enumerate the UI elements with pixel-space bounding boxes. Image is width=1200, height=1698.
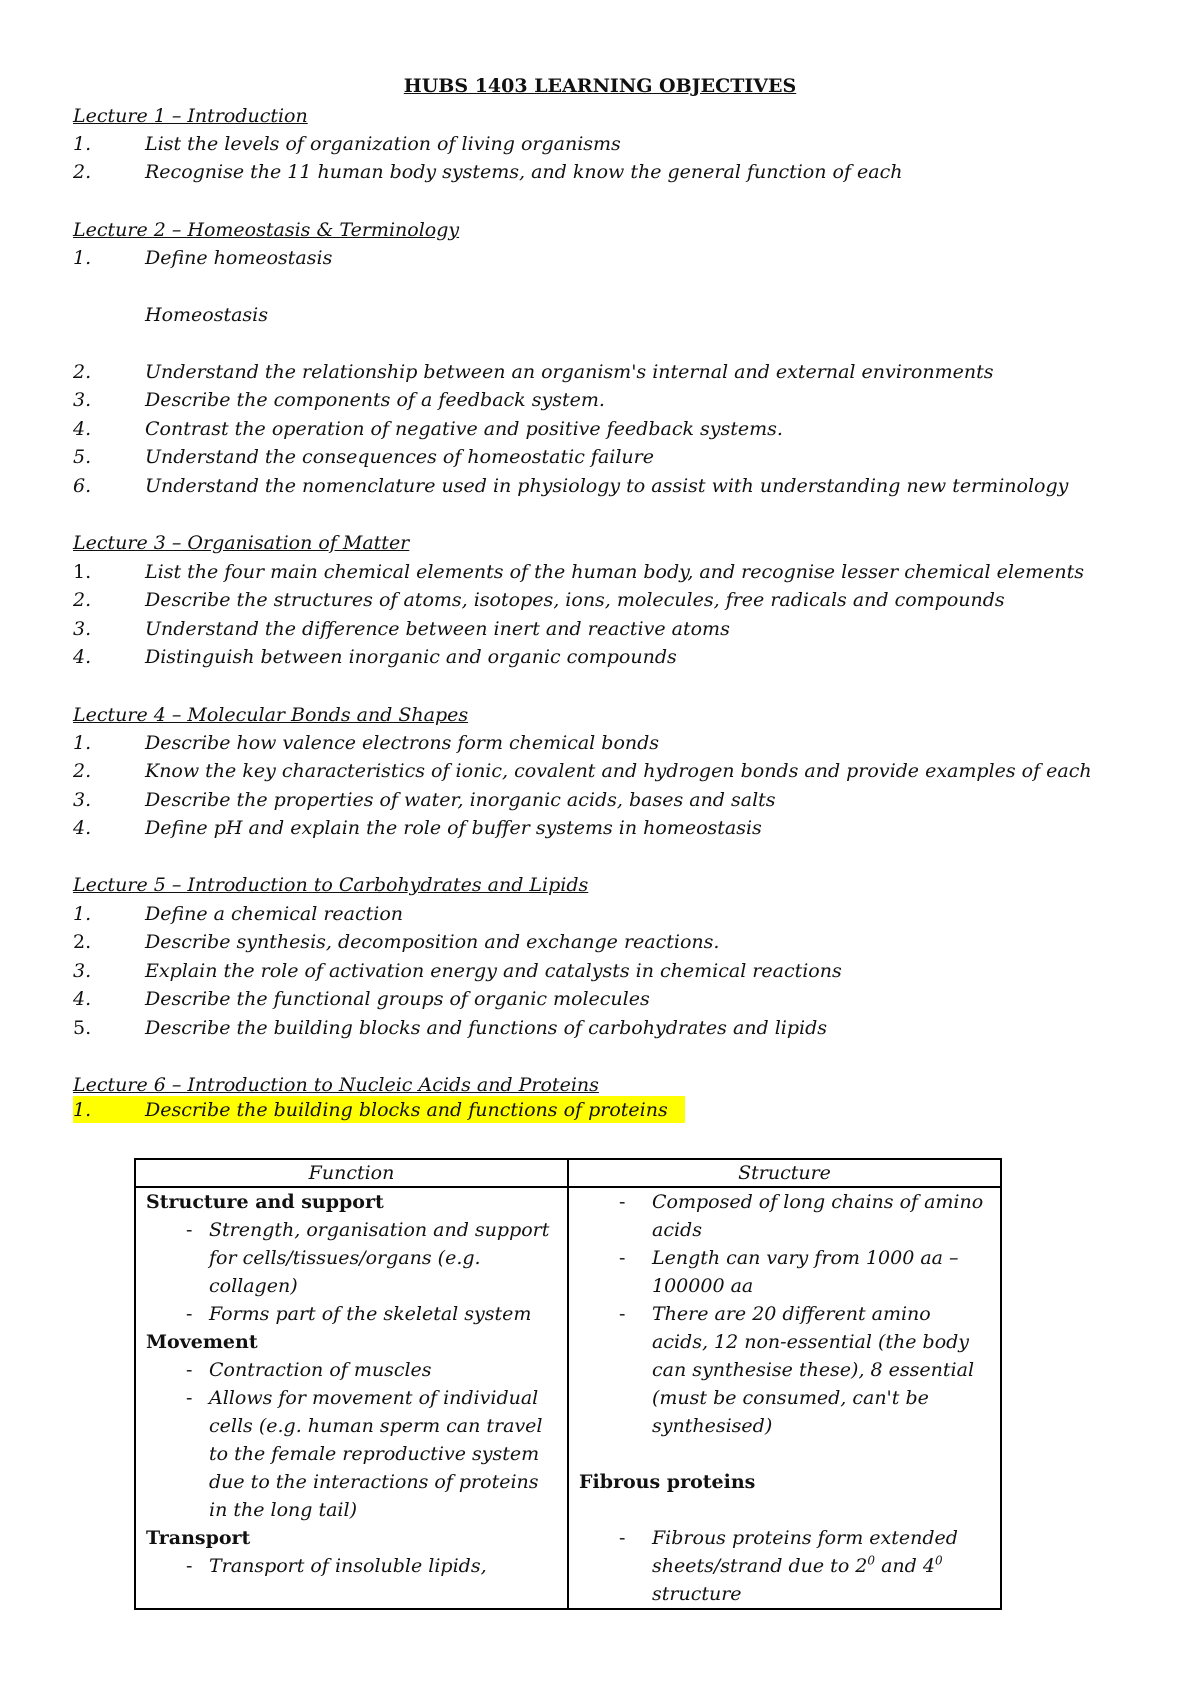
superscript: 0 [934, 1553, 943, 1568]
lecture-5-item-1-number: 1. [73, 903, 92, 925]
lecture-3-item-2: Describe the structures of atoms, isotopes, ions, molecules, free radicals and compounds [145, 589, 1005, 611]
lecture-2-item-2-number: 2. [73, 361, 92, 383]
transport-heading: Transport [146, 1527, 251, 1549]
lecture-1-item-1-number: 1. [73, 133, 92, 155]
lecture-5-item-2: Describe synthesis, decomposition and exchange reactions. [145, 931, 720, 953]
fibrous-text [652, 1527, 958, 1605]
structure-support-item-1: Strength, organisation and support for cells/tissues/organs (e.g. collagen) [209, 1219, 550, 1297]
lecture-3-item-1: List the four main chemical elements of the human body, and recognise lesser chemical elements [145, 561, 1085, 583]
dash-bullet: - [186, 1303, 193, 1325]
lecture-2-item-4-number: 4. [73, 418, 92, 440]
fibrous-text-mid: and 4 [875, 1555, 935, 1577]
table-header-row [135, 1159, 1001, 1187]
lecture-4-item-4: Define pH and explain the role of buffer systems in homeostasis [145, 817, 762, 839]
lecture-2-item-6: Understand the nomenclature used in physiology to assist with understanding new terminology [145, 475, 1069, 497]
movement-item-1: Contraction of muscles [209, 1359, 432, 1381]
lecture-6-item-1: Describe the building blocks and functions of proteins [145, 1099, 668, 1121]
dash-bullet: - [186, 1555, 193, 1577]
list-item [579, 1188, 990, 1244]
lecture-5-item-4: Describe the functional groups of organic molecules [145, 988, 650, 1010]
lecture-5-heading: Lecture 5 – Introduction to Carbohydrates and Lipids [73, 874, 589, 896]
lecture-4-item-3: Describe the properties of water, inorganic acids, bases and salts [145, 789, 776, 811]
lecture-3-item-4-number: 4. [73, 646, 92, 668]
lecture-1-item-2-number: 2. [73, 161, 92, 183]
list-item [146, 1356, 557, 1384]
list-item [579, 1300, 990, 1440]
lecture-2-item-5: Understand the consequences of homeostatic failure [145, 446, 654, 468]
lecture-6-heading: Lecture 6 – Introduction to Nucleic Acids and Proteins [73, 1074, 599, 1096]
structure-support-item-2: Forms part of the skeletal system [209, 1303, 532, 1325]
lecture-5-item-5: Describe the building blocks and functions of carbohydrates and lipids [145, 1017, 828, 1039]
structure-item-3: There are 20 different amino acids, 12 non-essential (the body can synthesise these), 8 essential (must be consumed, can't be synthesised) [652, 1303, 975, 1437]
lecture-2-item-3-number: 3. [73, 389, 92, 411]
structure-cell [568, 1187, 1001, 1609]
movement-item-2: Allows for movement of individual cells (e.g. human sperm can travel to the female reproductive system due to the interactions of proteins in the long tail) [209, 1387, 543, 1521]
lecture-2-heading: Lecture 2 – Homeostasis & Terminology [73, 219, 460, 241]
dash-bullet: - [619, 1191, 626, 1213]
spacer [579, 1496, 990, 1524]
lecture-2-item-4: Contrast the operation of negative and positive feedback systems. [145, 418, 783, 440]
lecture-4-item-1-number: 1. [73, 732, 92, 754]
structure-item-2: Length can vary from 1000 aa – 100000 aa [652, 1247, 959, 1297]
lecture-5-item-3-number: 3. [73, 960, 92, 982]
lecture-4-heading: Lecture 4 – Molecular Bonds and Shapes [73, 704, 469, 726]
lecture-5-item-1: Define a chemical reaction [145, 903, 404, 925]
lecture-5-item-3: Explain the role of activation energy and catalysts in chemical reactions [145, 960, 842, 982]
function-cell [135, 1187, 568, 1609]
document-title: HUBS 1403 LEARNING OBJECTIVES [403, 75, 797, 97]
lecture-3-item-3-number: 3. [73, 618, 92, 640]
fibrous-proteins-heading: Fibrous proteins [579, 1471, 756, 1493]
list-item [146, 1552, 557, 1580]
lecture-1-item-2: Recognise the 11 human body systems, and know the general function of each [145, 161, 903, 183]
list-item [579, 1244, 990, 1300]
lecture-5-item-4-number: 4. [73, 988, 92, 1010]
lecture-2-item-3: Describe the components of a feedback system. [145, 389, 605, 411]
dash-bullet: - [186, 1359, 193, 1381]
lecture-2-note: Homeostasis [145, 304, 268, 326]
spacer [579, 1440, 990, 1468]
fibrous-text-end: structure [652, 1583, 742, 1605]
table-row [135, 1187, 1001, 1609]
list-item [146, 1216, 557, 1300]
lecture-4-item-1: Describe how valence electrons form chemical bonds [145, 732, 660, 754]
movement-heading: Movement [146, 1331, 258, 1353]
structure-support-heading: Structure and support [146, 1191, 384, 1213]
lecture-2-item-2: Understand the relationship between an organism's internal and external environments [145, 361, 994, 383]
lecture-2-item-5-number: 5. [73, 446, 92, 468]
lecture-4-item-2-number: 2. [73, 760, 92, 782]
lecture-4-item-4-number: 4. [73, 817, 92, 839]
lecture-2-item-6-number: 6. [73, 475, 92, 497]
lecture-4-item-2: Know the key characteristics of ionic, covalent and hydrogen bonds and provide examples of each [145, 760, 1092, 782]
table-header-function: Function [135, 1159, 568, 1187]
superscript: 0 [867, 1553, 876, 1568]
list-item [146, 1300, 557, 1328]
dash-bullet: - [619, 1303, 626, 1325]
dash-bullet: - [619, 1527, 626, 1549]
lecture-5-item-5-number: 5. [73, 1017, 92, 1039]
lecture-6-item-1-number: 1. [73, 1099, 92, 1121]
dash-bullet: - [619, 1247, 626, 1269]
lecture-2-item-1-number: 1. [73, 247, 92, 269]
structure-item-1: Composed of long chains of amino acids [652, 1191, 984, 1241]
lecture-3-item-2-number: 2. [73, 589, 92, 611]
protein-table [134, 1158, 1002, 1610]
dash-bullet: - [186, 1219, 193, 1241]
lecture-3-heading: Lecture 3 – Organisation of Matter [73, 532, 410, 554]
transport-item-1: Transport of insoluble lipids, [209, 1555, 487, 1577]
table-header-structure: Structure [568, 1159, 1001, 1187]
lecture-1-item-1: List the levels of organization of living organisms [145, 133, 621, 155]
list-item [146, 1384, 557, 1524]
lecture-5-item-2-number: 2. [73, 931, 92, 953]
lecture-1-heading: Lecture 1 – Introduction [73, 105, 308, 127]
lecture-3-item-4: Distinguish between inorganic and organic compounds [145, 646, 677, 668]
lecture-3-item-3: Understand the difference between inert and reactive atoms [145, 618, 730, 640]
fibrous-text-start: Fibrous proteins form extended sheets/strand due to 2 [652, 1527, 958, 1577]
lecture-2-item-1: Define homeostasis [145, 247, 333, 269]
lecture-3-item-1-number: 1. [73, 561, 92, 583]
list-item [579, 1524, 990, 1608]
lecture-4-item-3-number: 3. [73, 789, 92, 811]
dash-bullet: - [186, 1387, 193, 1409]
